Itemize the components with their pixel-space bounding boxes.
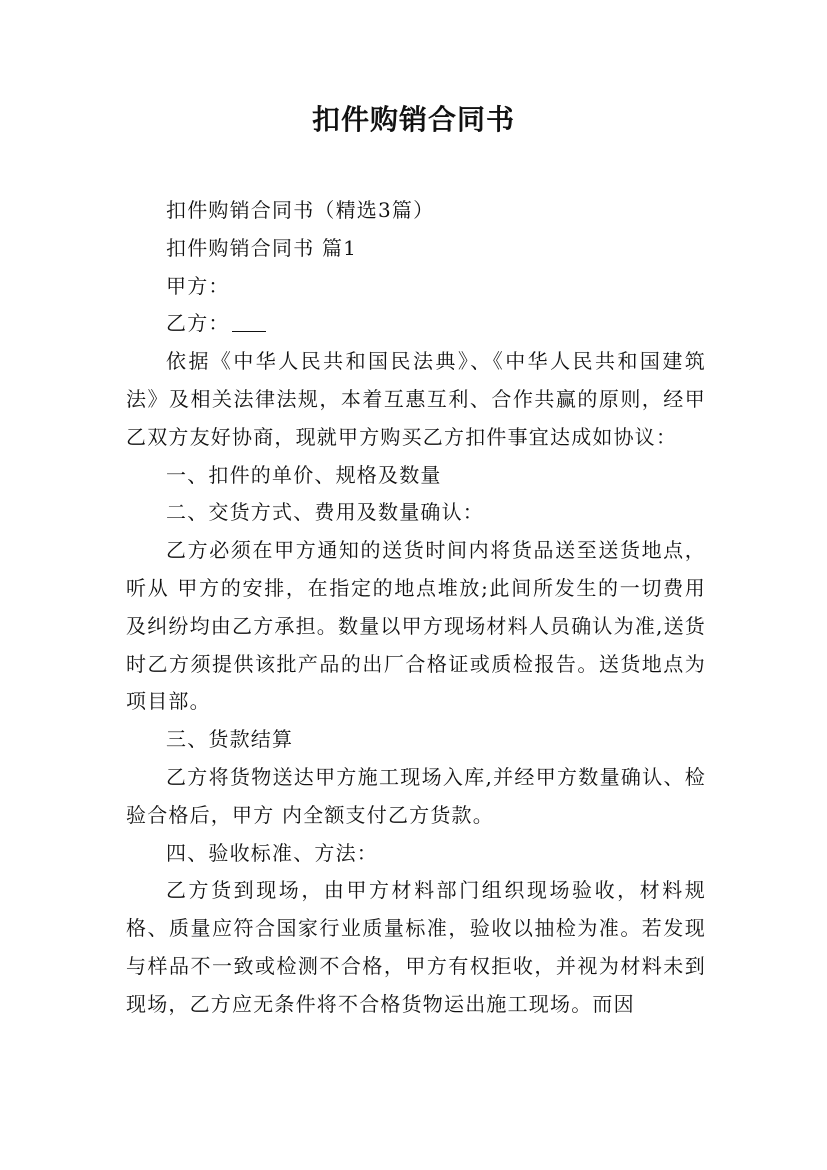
clause-4-body: 乙方货到现场，由甲方材料部门组织现场验收，材料规格、质量应符合国家行业质量标准，验收以抽检为准。若发现与样品不一致或检测不合格，甲方有权拒收，并视为材料未到现场，乙方应无条件将不合格货物运出施工现场。而因 <box>126 878 706 1016</box>
document-title: 扣件购销合同书 <box>311 103 515 136</box>
doc-subtitle: 扣件购销合同书（精选3篇） <box>166 198 435 222</box>
document-body <box>126 192 706 1024</box>
clause-3-heading: 三、货款结算 <box>166 727 294 752</box>
clause-4-heading: 四、验收标准、方法： <box>166 840 378 865</box>
party-a-line: 甲方： <box>166 273 230 298</box>
section-heading-part1: 扣件购销合同书 篇1 <box>166 235 358 260</box>
clause-1-heading: 一、扣件的单价、规格及数量 <box>166 462 442 487</box>
party-b-line <box>126 305 706 343</box>
clause-2-heading: 二、交货方式、费用及数量确认： <box>166 500 484 525</box>
clause-3-body: 乙方将货物送达甲方施工现场入库,并经甲方数量确认、检验合格后，甲方 内全额支付乙方货款。 <box>126 764 706 827</box>
clause-2-body: 乙方必须在甲方通知的送货时间内将货品送至送货地点，听从 甲方的安排，在指定的地点堆放;此间所发生的一切费用及纠纷均由乙方承担。数量以甲方现场材料人员确认为准,送货时乙方须提供该批产品的出厂合格证或质检报告。送货地点为 项目部。 <box>126 538 706 714</box>
party-b-label: 乙方： <box>166 311 230 336</box>
party-b-blank <box>232 311 266 332</box>
intro-paragraph: 依据《中华人民共和国民法典》、《中华人民共和国建筑法》及相关法律法规，本着互惠互利、合作共赢的原则，经甲乙双方友好协商，现就甲方购买乙方扣件事宜达成如协议： <box>126 349 706 449</box>
